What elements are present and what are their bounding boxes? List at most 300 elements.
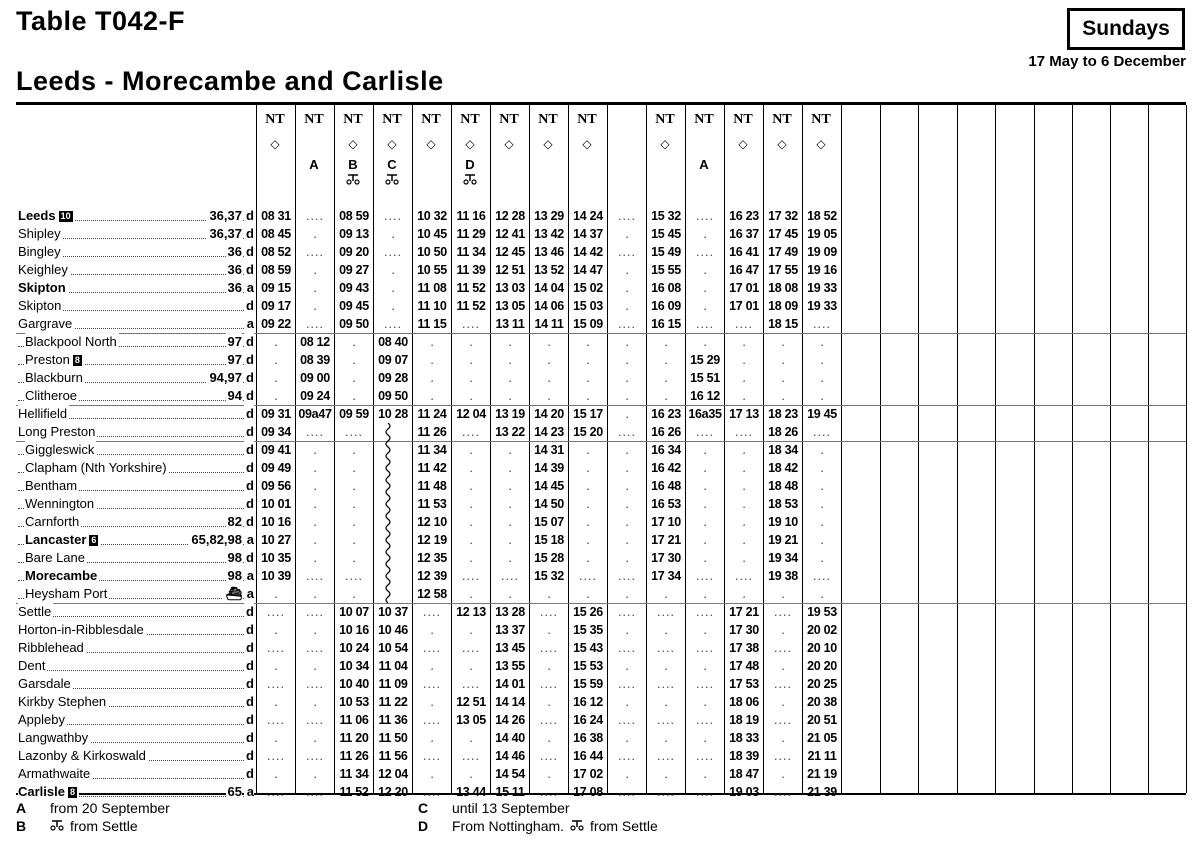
time-cell: 10 27 <box>261 533 291 547</box>
time-cell: 15 32 <box>651 209 681 223</box>
time-cell: 14 47 <box>573 263 603 277</box>
time-cell: 16 37 <box>729 227 759 241</box>
time-cell: .... <box>423 605 441 619</box>
time-cell: . <box>547 587 551 601</box>
time-cell: .... <box>696 785 714 799</box>
time-cell: . <box>274 587 278 601</box>
time-cell: . <box>469 497 473 511</box>
time-cell: 09 20 <box>339 245 369 259</box>
time-cell: 18 26 <box>768 425 798 439</box>
time-cell: 16 15 <box>651 317 681 331</box>
table-title: Table T042-F <box>16 6 186 36</box>
time-cell: .... <box>696 317 714 331</box>
time-cell: . <box>274 731 278 745</box>
time-cell: . <box>313 587 317 601</box>
time-cell: . <box>820 551 824 565</box>
time-cell: 15 07 <box>534 515 564 529</box>
time-cell: 10 32 <box>417 209 447 223</box>
time-cell: 11 50 <box>378 731 408 745</box>
station-name-text: Gargrave <box>18 316 73 331</box>
time-cell: 12 19 <box>417 533 447 547</box>
time-cell: 13 44 <box>456 785 486 799</box>
station-name-text: Horton-in-Ribblesdale <box>18 622 144 637</box>
time-cell: . <box>547 731 551 745</box>
arr-dep-flag: d <box>244 243 254 261</box>
time-cell: . <box>586 335 590 349</box>
time-cell: . <box>703 731 707 745</box>
station-name-text: Wennington <box>25 496 95 511</box>
connection-table-ref: 36,37 <box>209 208 242 223</box>
station-row <box>18 783 254 801</box>
time-cell: .... <box>345 425 363 439</box>
time-cell: . <box>820 497 824 511</box>
time-cell: 14 23 <box>534 425 564 439</box>
facility-icon: ◇ <box>504 137 514 151</box>
column-rule <box>1148 105 1149 793</box>
connection-table-ref: ⛴ <box>225 586 242 601</box>
time-cell: 20 02 <box>807 623 837 637</box>
time-cell: . <box>625 551 629 565</box>
time-cell: . <box>352 389 356 403</box>
station-name-text: Carnforth <box>25 514 80 529</box>
time-cell: . <box>352 533 356 547</box>
time-cell: 10 28 <box>378 407 408 421</box>
time-cell: .... <box>618 209 636 223</box>
time-cell: .... <box>267 713 285 727</box>
time-cell: . <box>586 461 590 475</box>
time-cell: .... <box>462 425 480 439</box>
time-cell: .... <box>306 713 324 727</box>
time-cell: 09 56 <box>261 479 291 493</box>
station-row <box>18 711 254 729</box>
station-row <box>18 315 254 333</box>
time-cell: 11 26 <box>339 749 369 763</box>
time-cell: .... <box>540 713 558 727</box>
time-cell: 15 20 <box>573 425 603 439</box>
time-cell: . <box>703 587 707 601</box>
time-cell: 21 19 <box>807 767 837 781</box>
station-name-text: Preston <box>25 352 70 367</box>
station-name <box>25 369 85 387</box>
time-cell: . <box>625 299 629 313</box>
continuation-line <box>382 423 394 603</box>
time-cell: . <box>313 299 317 313</box>
time-cell: .... <box>696 245 714 259</box>
time-cell: 11 34 <box>456 245 486 259</box>
time-cell: .... <box>774 785 792 799</box>
time-cell: . <box>313 263 317 277</box>
station-name-text: Ribblehead <box>18 640 84 655</box>
arr-dep-flag: d <box>244 549 254 567</box>
time-cell: .... <box>657 641 675 655</box>
station-name <box>18 657 47 675</box>
time-cell: .... <box>813 317 831 331</box>
time-cell: 16 34 <box>651 443 681 457</box>
time-cell: . <box>508 335 512 349</box>
footnote-text-part: From Nottingham. <box>452 818 565 834</box>
time-cell: 17 49 <box>768 245 798 259</box>
time-cell: . <box>469 767 473 781</box>
arr-dep-flag: d <box>244 441 254 459</box>
station-name-text: Long Preston <box>18 424 96 439</box>
time-cell: 13 11 <box>495 317 525 331</box>
time-cell: 11 53 <box>417 497 447 511</box>
time-cell: . <box>586 371 590 385</box>
time-cell: 12 13 <box>456 605 486 619</box>
station-name-text: Blackburn <box>25 370 83 385</box>
time-cell: . <box>781 389 785 403</box>
time-cell: 11 36 <box>378 713 408 727</box>
time-cell: .... <box>306 641 324 655</box>
column-note: A <box>309 157 319 172</box>
time-cell: .... <box>306 209 324 223</box>
time-cell: . <box>664 767 668 781</box>
time-cell: 11 56 <box>378 749 408 763</box>
station-name <box>18 639 86 657</box>
time-cell: 10 16 <box>261 515 291 529</box>
arr-dep-flag: a <box>244 585 254 603</box>
time-cell: 12 10 <box>417 515 447 529</box>
time-cell: 14 50 <box>534 497 564 511</box>
time-cell: 12 35 <box>417 551 447 565</box>
time-cell: 12 04 <box>378 767 408 781</box>
time-cell: . <box>469 731 473 745</box>
time-cell: 15 43 <box>573 641 603 655</box>
station-name <box>18 693 108 711</box>
time-cell: 12 45 <box>495 245 525 259</box>
column-note: C <box>387 157 397 172</box>
time-cell: . <box>703 443 707 457</box>
operator-code: NT <box>343 112 363 127</box>
footnote-text <box>452 818 658 834</box>
facility-icon: ◇ <box>660 137 670 151</box>
time-cell: . <box>274 695 278 709</box>
arr-dep-flag: d <box>244 477 254 495</box>
arr-dep-flag: d <box>244 513 254 531</box>
time-cell: . <box>430 335 434 349</box>
footnote-text-part: from Settle <box>590 818 658 834</box>
time-cell: 13 05 <box>495 299 525 313</box>
time-cell: .... <box>540 785 558 799</box>
time-cell: 17 53 <box>729 677 759 691</box>
station-name <box>18 207 75 225</box>
time-cell: 17 30 <box>729 623 759 637</box>
time-cell: 18 23 <box>768 407 798 421</box>
facility-icon: ◇ <box>387 137 397 151</box>
time-cell: . <box>508 371 512 385</box>
time-cell: 10 46 <box>378 623 408 637</box>
time-cell: 20 20 <box>807 659 837 673</box>
column-rule <box>841 105 842 793</box>
time-cell: 18 08 <box>768 281 798 295</box>
station-name <box>18 711 67 729</box>
time-cell: 21 05 <box>807 731 837 745</box>
time-cell: 13 52 <box>534 263 564 277</box>
bike-icon <box>335 173 371 188</box>
bike-icon <box>452 173 488 188</box>
time-cell: 17 38 <box>729 641 759 655</box>
station-name <box>25 387 79 405</box>
time-cell: . <box>430 623 434 637</box>
time-cell: . <box>664 731 668 745</box>
time-cell: . <box>586 443 590 457</box>
station-name <box>18 315 74 333</box>
time-cell: 14 39 <box>534 461 564 475</box>
time-cell: 14 40 <box>495 731 525 745</box>
time-cell: . <box>313 281 317 295</box>
time-cell: 12 41 <box>495 227 525 241</box>
arr-dep-flag: d <box>244 657 254 675</box>
time-cell: . <box>664 371 668 385</box>
time-cell: . <box>742 479 746 493</box>
footnote <box>418 818 818 836</box>
station-name-text: Skipton <box>18 298 62 313</box>
station-name <box>25 459 169 477</box>
station-row <box>18 657 254 675</box>
station-name <box>25 549 87 567</box>
time-cell: . <box>820 479 824 493</box>
time-cell: . <box>625 767 629 781</box>
time-cell: .... <box>540 605 558 619</box>
station-name-text: Bare Lane <box>25 550 85 565</box>
time-cell: . <box>703 533 707 547</box>
arr-dep-flag: d <box>244 711 254 729</box>
time-cell: . <box>820 461 824 475</box>
station-name <box>25 585 109 603</box>
time-cell: 09 07 <box>378 353 408 367</box>
time-cell: 14 54 <box>495 767 525 781</box>
time-cell: . <box>274 659 278 673</box>
time-cell: .... <box>306 317 324 331</box>
footnote-key: C <box>418 800 429 816</box>
time-cell: 16 41 <box>729 245 759 259</box>
arr-dep-flag: d <box>244 225 254 243</box>
station-name <box>25 441 96 459</box>
time-cell: . <box>742 533 746 547</box>
time-cell: .... <box>657 713 675 727</box>
time-cell: . <box>703 227 707 241</box>
station-row <box>18 585 254 603</box>
time-cell: . <box>352 443 356 457</box>
time-cell: 09 13 <box>339 227 369 241</box>
time-cell: 12 28 <box>495 209 525 223</box>
time-cell: . <box>469 623 473 637</box>
time-cell: 09 41 <box>261 443 291 457</box>
time-cell: 15 45 <box>651 227 681 241</box>
time-cell: 12 58 <box>417 587 447 601</box>
time-cell: 19 05 <box>807 227 837 241</box>
time-cell: 11 08 <box>417 281 447 295</box>
time-cell: 15 51 <box>690 371 720 385</box>
time-cell: 18 19 <box>729 713 759 727</box>
time-cell: . <box>820 533 824 547</box>
time-cell: 13 29 <box>534 209 564 223</box>
arr-dep-flag: a <box>244 315 254 333</box>
time-cell: .... <box>423 749 441 763</box>
time-cell: 13 42 <box>534 227 564 241</box>
station-name-text: Langwathby <box>18 730 89 745</box>
time-cell: 16 23 <box>729 209 759 223</box>
time-cell: 19 03 <box>729 785 759 799</box>
time-cell: . <box>508 533 512 547</box>
time-cell: 14 20 <box>534 407 564 421</box>
time-cell: 11 26 <box>417 425 447 439</box>
time-cell: 08 12 <box>300 335 330 349</box>
connection-table-ref: 65 <box>227 784 242 799</box>
time-cell: 15 59 <box>573 677 603 691</box>
time-cell: 14 37 <box>573 227 603 241</box>
time-cell: . <box>664 587 668 601</box>
time-cell: . <box>625 335 629 349</box>
station-row <box>18 495 254 513</box>
time-cell: . <box>508 515 512 529</box>
facility-icon: ◇ <box>465 137 475 151</box>
connection-table-ref: 36 <box>227 244 242 259</box>
time-cell: . <box>469 443 473 457</box>
time-cell: 19 21 <box>768 533 798 547</box>
time-cell: . <box>625 623 629 637</box>
time-cell: 09 27 <box>339 263 369 277</box>
station-name <box>18 729 90 747</box>
footnote <box>16 818 416 836</box>
facility-icon: ◇ <box>738 137 748 151</box>
time-cell: . <box>313 551 317 565</box>
time-cell: .... <box>618 245 636 259</box>
time-cell: . <box>274 371 278 385</box>
time-cell: . <box>352 497 356 511</box>
column-rule <box>1110 105 1111 793</box>
column-rule <box>1034 105 1035 793</box>
time-cell: 16 48 <box>651 479 681 493</box>
time-cell: . <box>586 497 590 511</box>
time-cell: .... <box>696 641 714 655</box>
time-cell: . <box>781 335 785 349</box>
arr-dep-flag: d <box>244 423 254 441</box>
time-cell: 16 12 <box>573 695 603 709</box>
top-rule <box>16 102 1186 105</box>
interchange-badge: 8 <box>69 787 75 797</box>
time-cell: .... <box>774 677 792 691</box>
bike-icon <box>570 818 584 834</box>
station-name-text: Settle <box>18 604 52 619</box>
time-cell: 16 24 <box>573 713 603 727</box>
time-cell: 16 47 <box>729 263 759 277</box>
footnote-text-part: until 13 September <box>452 800 570 816</box>
station-name <box>18 297 63 315</box>
time-cell: . <box>625 479 629 493</box>
time-cell: .... <box>696 677 714 691</box>
time-cell: . <box>625 371 629 385</box>
time-cell: . <box>781 659 785 673</box>
time-cell: .... <box>696 749 714 763</box>
time-cell: . <box>586 551 590 565</box>
station-row <box>18 207 254 225</box>
facility-icon: ◇ <box>270 137 280 151</box>
time-cell: 15 53 <box>573 659 603 673</box>
station-row <box>18 531 254 549</box>
time-cell: . <box>625 695 629 709</box>
time-cell: 19 33 <box>807 299 837 313</box>
time-cell: .... <box>618 677 636 691</box>
time-cell: 08 52 <box>261 245 291 259</box>
time-cell: 09 22 <box>261 317 291 331</box>
time-cell: . <box>313 767 317 781</box>
station-row <box>18 729 254 747</box>
time-cell: 13 45 <box>495 641 525 655</box>
time-cell: 10 40 <box>339 677 369 691</box>
time-cell: . <box>391 299 395 313</box>
arr-dep-flag: d <box>244 747 254 765</box>
time-cell: 15 55 <box>651 263 681 277</box>
interchange-badge: 10 <box>60 211 71 221</box>
station-row <box>18 261 254 279</box>
station-name-text: Carlisle <box>18 784 65 799</box>
time-cell: . <box>313 731 317 745</box>
time-cell: 08 39 <box>300 353 330 367</box>
time-cell: . <box>430 731 434 745</box>
arr-dep-flag: d <box>244 261 254 279</box>
column-rule <box>1186 105 1187 793</box>
footnote-text-part: from Settle <box>70 818 138 834</box>
time-cell: . <box>742 551 746 565</box>
station-name <box>18 783 79 801</box>
time-cell: . <box>313 497 317 511</box>
station-row <box>18 603 254 621</box>
time-cell: 09 17 <box>261 299 291 313</box>
time-cell: 09 24 <box>300 389 330 403</box>
station-name <box>25 351 84 369</box>
time-cell: 18 47 <box>729 767 759 781</box>
time-cell: 10 01 <box>261 497 291 511</box>
time-cell: . <box>352 515 356 529</box>
time-cell: . <box>469 389 473 403</box>
time-cell: . <box>313 227 317 241</box>
station-name <box>18 765 92 783</box>
column-rule <box>918 105 919 793</box>
time-cell: .... <box>540 749 558 763</box>
time-cell: . <box>547 767 551 781</box>
time-cell: 15 29 <box>690 353 720 367</box>
connection-table-ref: 36 <box>227 262 242 277</box>
time-cell: 15 02 <box>573 281 603 295</box>
time-cell: 20 25 <box>807 677 837 691</box>
time-cell: 21 39 <box>807 785 837 799</box>
time-cell: .... <box>657 605 675 619</box>
time-cell: 08 59 <box>261 263 291 277</box>
time-cell: 15 32 <box>534 569 564 583</box>
time-cell: 19 16 <box>807 263 837 277</box>
time-cell: 11 10 <box>417 299 447 313</box>
time-cell: .... <box>423 641 441 655</box>
time-cell: . <box>508 551 512 565</box>
time-cell: . <box>391 227 395 241</box>
connection-table-ref: 94 <box>227 388 242 403</box>
station-name-text: Lazonby & Kirkoswald <box>18 748 146 763</box>
time-cell: . <box>742 461 746 475</box>
time-cell: .... <box>540 641 558 655</box>
time-cell: .... <box>462 569 480 583</box>
time-cell: 15 49 <box>651 245 681 259</box>
time-cell: 08 45 <box>261 227 291 241</box>
connection-table-ref: 98 <box>227 568 242 583</box>
time-cell: .... <box>774 713 792 727</box>
time-cell: 19 09 <box>807 245 837 259</box>
footnote-text <box>452 800 570 816</box>
time-cell: .... <box>735 425 753 439</box>
time-cell: 10 24 <box>339 641 369 655</box>
time-cell: . <box>703 281 707 295</box>
date-range: 17 May to 6 December <box>1028 53 1186 70</box>
